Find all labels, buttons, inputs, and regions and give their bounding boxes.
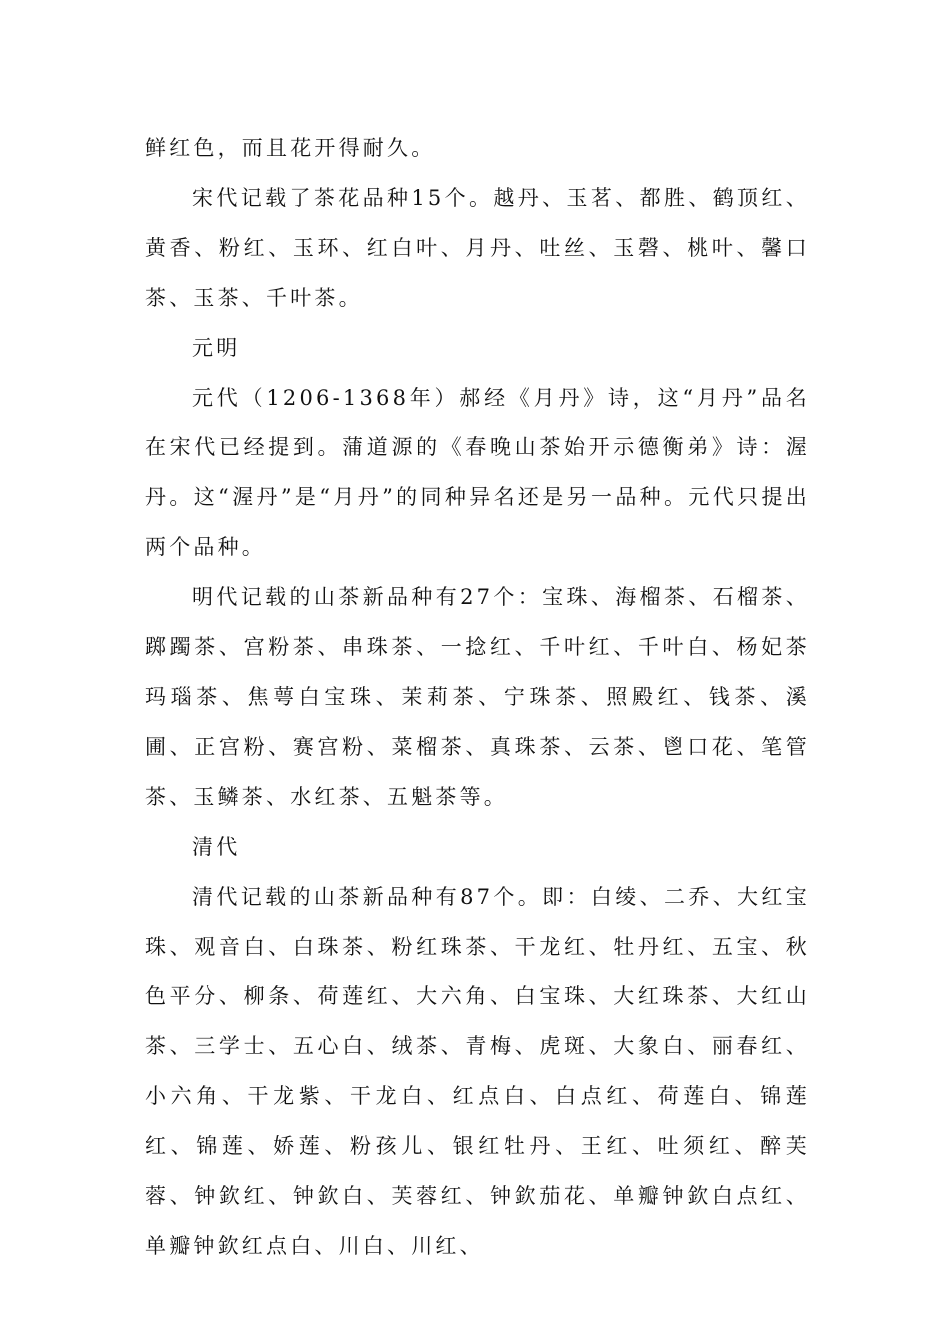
section-heading-qing: 清代 — [192, 834, 241, 859]
paragraph-ming-dynasty: 明代记载的山茶新品种有27个：宝珠、海榴茶、石榴茶、踯躅茶、宫粉茶、串珠茶、一捻红、千叶红、千叶白、杨妃茶玛瑙茶、焦萼白宝珠、茉莉茶、宁珠茶、照殿红、钱茶、溪圃、正宫粉、赛宫粉、菜榴茶、真珠茶、云茶、鬯口花、笔管茶、玉鳞茶、水红茶、五魁茶等。 — [145, 585, 810, 809]
paragraph-song-dynasty: 宋代记载了茶花品种15个。越丹、玉茗、都胜、鹤顶红、黄香、粉红、玉环、红白叶、月丹、吐丝、玉磬、桃叶、馨口茶、玉茶、千叶茶。 — [145, 185, 810, 310]
paragraph-continuation: 鲜红色，而且花开得耐久。 — [145, 136, 436, 160]
section-heading-yuan-ming: 元明 — [192, 335, 241, 360]
paragraph-yuan-dynasty: 元代（1206-1368年）郝经《月丹》诗，这“月丹”品名在宋代已经提到。蒲道源的《春晚山茶始开示德衡弟》诗：渥丹。这“渥丹”是“月丹”的同种异名还是另一品种。元代只提出两个品种。 — [145, 385, 810, 560]
document-body — [145, 124, 810, 1272]
paragraph-qing-dynasty: 清代记载的山茶新品种有87个。即：白绫、二乔、大红宝珠、观音白、白珠茶、粉红珠茶、干龙红、牡丹红、五宝、秋色平分、柳条、荷莲红、大六角、白宝珠、大红珠茶、大红山茶、三学士、五心白、绒茶、青梅、虎斑、大象白、丽春红、小六角、干龙紫、干龙白、红点白、白点红、荷莲白、锦莲红、锦莲、娇莲、粉孩儿、银红牡丹、王红、吐须红、醉芙蓉、钟欽红、钟欽白、芙蓉红、钟欽茄花、单瓣钟欽白点红、单瓣钟欽红点白、川白、川红、 — [145, 884, 810, 1258]
